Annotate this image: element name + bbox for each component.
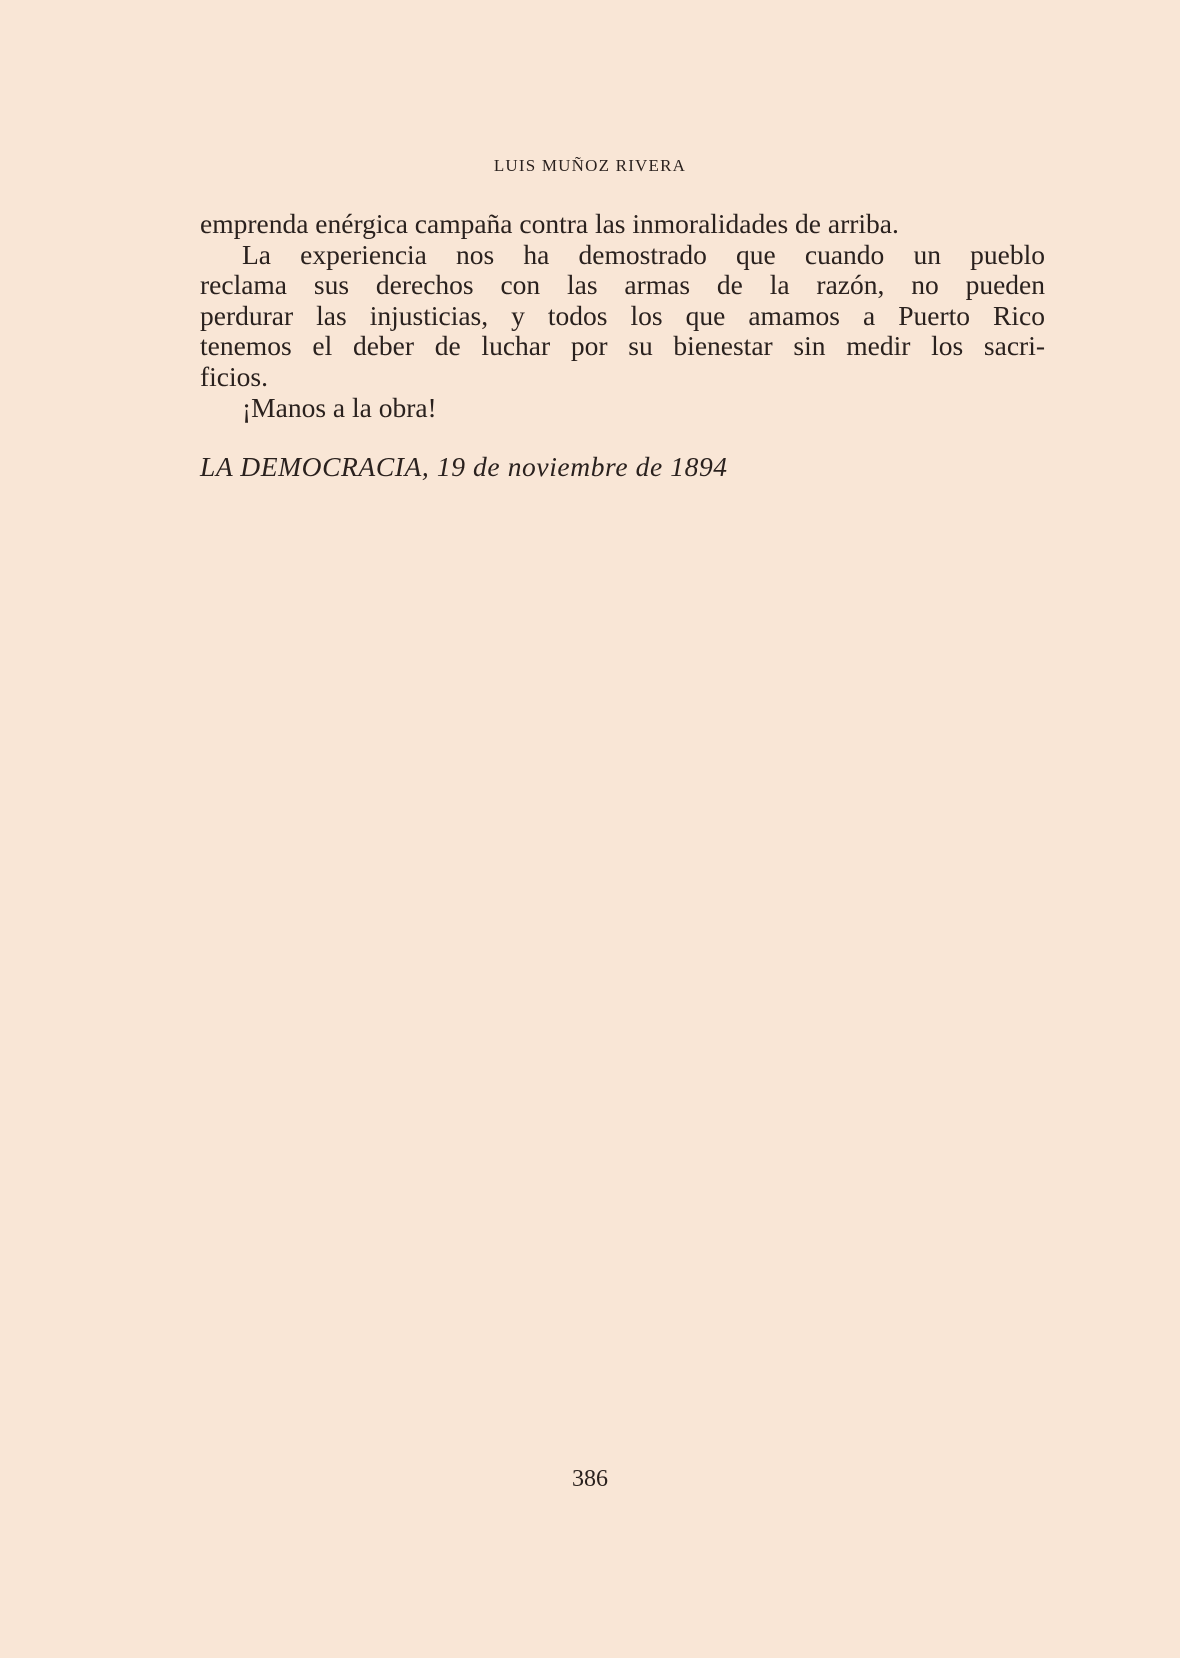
running-head: LUIS MUÑOZ RIVERA xyxy=(493,156,687,175)
text-line: La experiencia nos ha demostrado que cuando un pueblo xyxy=(242,238,1045,270)
closing-exclamation: ¡Manos a la obra! xyxy=(242,391,437,423)
text-line: emprenda enérgica campaña contra las inmoralidades de arriba. xyxy=(200,208,899,239)
text-line: perdurar las injusticias, y todos los que amamos a Puerto Rico xyxy=(200,299,1045,331)
article-text xyxy=(200,209,1045,423)
text-line: ficios. xyxy=(200,360,268,392)
text-line: reclama sus derechos con las armas de la razón, no pueden xyxy=(200,269,1045,301)
text-line: tenemos el deber de luchar por su bienestar sin medir los sacri- xyxy=(200,330,1045,362)
source-citation: LA DEMOCRACIA, 19 de noviembre de 1894 xyxy=(200,451,728,482)
page-number: 386 xyxy=(572,1466,608,1492)
